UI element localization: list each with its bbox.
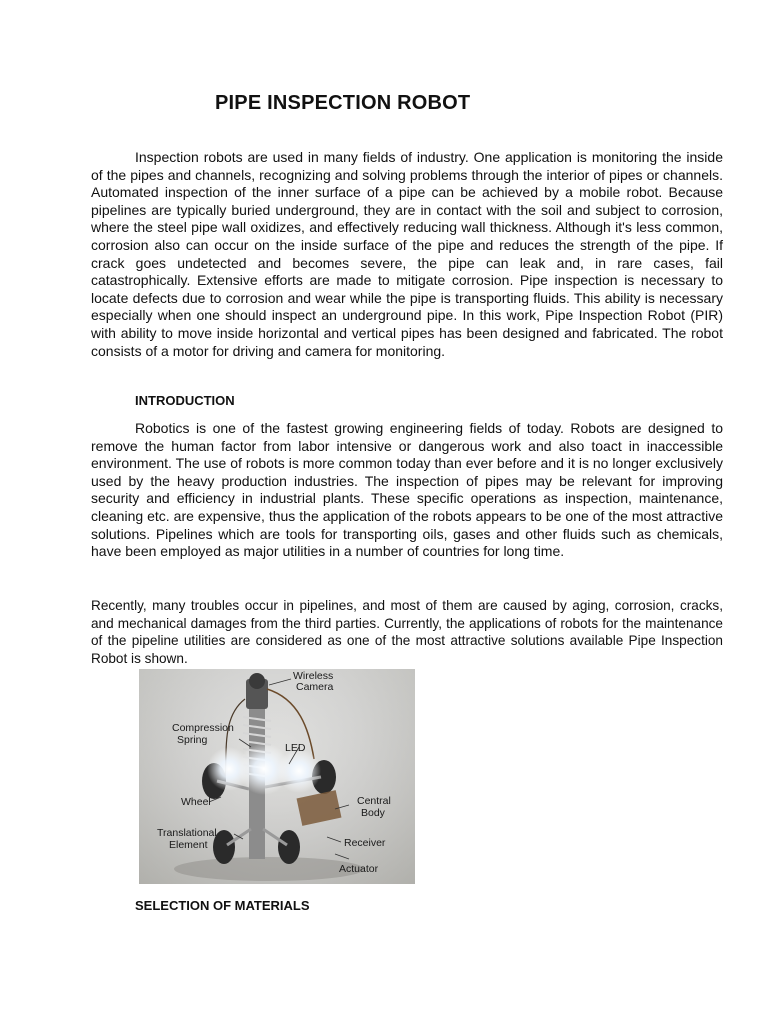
introduction-paragraph: Robotics is one of the fastest growing engineering fields of today. Robots are designed to remove the human factor from labor intensive or dangerous work and also toact in inaccessible environment. The use of robots is more common today than ever before and it is no longer exclusively used by the heavy production industries. The inspection of pipes may be relevant for improving security and efficiency in industrial plants. These specific operations as inspection, maintenance, cleaning etc. are expensive, thus the application of the robots appears to be one of the most attractive solutions. Pipelines which are tools for transporting oils, gases and other fluids such as chemicals, have been employed as major utilities in a number of countries for long time.: [91, 420, 723, 560]
wheel-bottom-right: [278, 830, 300, 864]
label-receiver: Receiver: [344, 837, 386, 849]
label-translational: Translational: [157, 827, 217, 839]
label-wireless: Wireless: [293, 670, 334, 682]
robot-shadow: [174, 857, 364, 881]
label-central: Central: [357, 795, 391, 807]
recent-troubles-paragraph: Recently, many troubles occur in pipelines, and most of them are caused by aging, corrosion, cracks, and mechanical damages from the third parties. Currently, the applications of robots for the maintenance of the pipeline utilities are considered as one of the most attractive solutions available Pipe Inspection Robot is shown.: [91, 598, 723, 666]
robot-photo-figure: [139, 669, 415, 884]
abstract-paragraph: Inspection robots are used in many fields of industry. One application is monitoring the inside of the pipes and channels, recognizing and solving problems through the interior of pipes or channels. Automated inspection of the inner surface of a pipe can be achieved by a mobile robot. Because pipelines are typically buried underground, they are in contact with the soil and subject to corrosion, where the steel pipe wall oxidizes, and effectively reducing wall thickness. Although it's less common, corrosion also can occur on the inside surface of the pipe and reduces the strength of the pipe. If crack goes undetected and becomes severe, the pipe can leak and, in rare cases, fail catastrophically. Extensive efforts are made to mitigate corrosion. Pipe inspection is necessary to locate defects due to corrosion and wear while the pipe is transporting fluids. This ability is necessary especially when one should inspect an underground pipe. In this work, Pipe Inspection Robot (PIR) with ability to move inside horizontal and vertical pipes has been designed and fabricated. The robot consists of a motor for driving and camera for monitoring.: [91, 149, 723, 359]
label-compression: Compression: [172, 722, 234, 734]
label-led: LED: [285, 742, 306, 754]
led-glow-right: [277, 749, 321, 793]
label-wheel: Wheel: [181, 796, 211, 808]
label-actuator: Actuator: [339, 863, 379, 875]
label-body: Body: [361, 807, 385, 819]
camera-lens: [249, 673, 265, 689]
robot-photo: [139, 669, 415, 884]
label-camera: Camera: [296, 681, 334, 693]
introduction-heading: INTRODUCTION: [135, 393, 235, 408]
document-title: PIPE INSPECTION ROBOT: [215, 92, 471, 114]
label-spring: Spring: [177, 734, 208, 746]
materials-heading: SELECTION OF MATERIALS: [135, 898, 310, 913]
label-element: Element: [169, 839, 208, 851]
